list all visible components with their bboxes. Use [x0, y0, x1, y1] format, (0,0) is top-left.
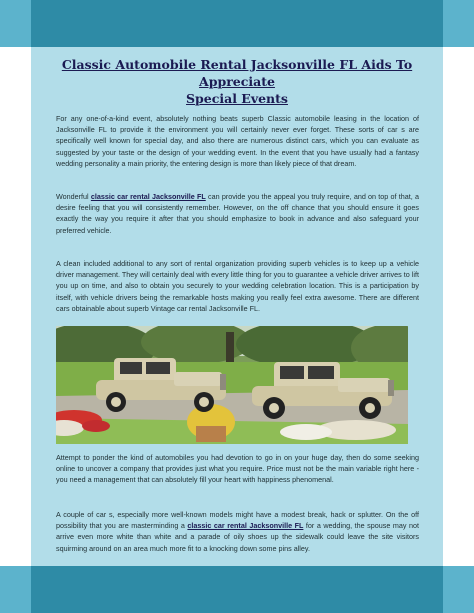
paragraph-2 [56, 191, 419, 236]
header-band-inner [31, 0, 443, 47]
paragraph-2-text-a: Wonderful [56, 192, 91, 201]
paragraph-5-text-a: A couple of car s, especially more well-known models might have a modest break, hack or splutter. On the off possibility that you are masterminding a [56, 510, 419, 531]
paragraph-5 [56, 509, 419, 554]
page-title-line2: Special Events [186, 91, 288, 106]
vintage-cars-photo [56, 326, 408, 444]
footer-band-inner [31, 566, 443, 613]
paragraph-3: A clean included additional to any sort of rental organization providing superb vehicles is to keep up a vehicle driver management. They will certainly deal with every little thing for you to guarantee a vehicle driver arrives to lift you up on time, and also to obtain you securely to your wedding celebration location. This is a participation by itself, with vehicle drivers being the remarkable hosts making you really feel extra awesome. There are different cars obtainable about superb Vintage car rental Jacksonville FL. [56, 259, 419, 313]
paragraph-4: Attempt to ponder the kind of automobiles you had devotion to go in on your huge day, then do some seeking online to uncover a company that provides just what you require. Price must not be the main variable right here - you need a management that can absolutely fill your heart with happiness phenomenal. [56, 453, 419, 485]
header-band [0, 0, 474, 47]
footer-band [0, 566, 474, 613]
classic-car-rental-link-1[interactable]: classic car rental Jacksonville FL [90, 192, 206, 201]
paragraph-2-text-b: can provide you the appeal you truly require, and on top of that, a desire feeling that you will consistently remember. However, on the off chance that you should ensure it goes exactly the way you require it after that you should emphasize to book in advance and also safeguard your preferred vehicle. [56, 192, 420, 235]
classic-car-rental-link-2[interactable]: classic car rental Jacksonville FL [187, 521, 304, 531]
paragraph-5-text-b: for a wedding, the spouse may not arrive even more white than white and a parade of oily shoes up the sidewalk could leave the site visitors squirming around on an area much more fit to a knocking down some pins alley. [56, 521, 419, 553]
page-title [55, 56, 419, 107]
paragraph-1: For any one-of-a-kind event, absolutely nothing beats superb Classic automobile leasing in the location of Jacksonville FL to provide it the environment you will certainly never ever forget. These sorts of car s are specifically well known for special day, and also there are numerous distinct cars, which you can evaluate as suggested by your taste or the design of your wedding event. In the event that you have usually had a fantasy wedding personality a main priority, the entering design is more than likely piece of that dream. [56, 114, 419, 168]
page-title-line1: Classic Automobile Rental Jacksonville FL Aids To Appreciate [61, 57, 413, 89]
